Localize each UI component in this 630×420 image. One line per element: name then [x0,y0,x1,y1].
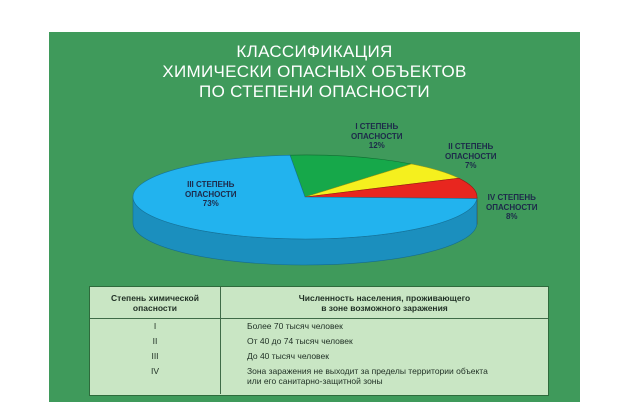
cell-population: От 40 до 74 тысяч человек [247,336,353,346]
header-population-line2: в зоне возможного заражения [321,302,448,313]
slide-background [49,32,580,402]
table-header [90,287,548,319]
header-degree-line1: Степень химической [111,292,199,303]
label-slice-4-line2: ОПАСНОСТИ [486,202,538,212]
table-row [90,334,548,349]
cell-population-line2: или его санитарно-защитной зоны [247,376,383,386]
cell-population-line1: Зона заражения не выходит за пределы территории объекта [247,366,488,376]
cell-population: Более 70 тысяч человек [247,321,343,331]
cell-degree: IV [90,364,221,394]
hazard-table [89,286,549,396]
label-slice-2-value: 7% [464,161,477,170]
label-slice-3-line2: ОПАСНОСТИ [185,189,237,199]
cell-degree: I [90,319,221,334]
label-slice-1-line2: ОПАСНОСТИ [351,131,403,141]
label-slice-2 [445,142,497,171]
label-slice-4 [486,193,538,222]
header-degree [90,287,221,318]
header-population [221,287,548,318]
label-slice-3-value: 73% [202,199,219,208]
table-row [90,319,548,334]
table-row [90,364,548,394]
table-row [90,349,548,364]
label-slice-3-line1: III СТЕПЕНЬ [187,180,235,189]
pie-chart [49,32,580,282]
cell-degree: II [90,334,221,349]
title-line-2: ХИМИЧЕСКИ ОПАСНЫХ ОБЪЕКТОВ [162,62,467,81]
label-slice-4-value: 8% [505,212,518,221]
title-line-1: КЛАССИФИКАЦИЯ [236,42,393,61]
cell-population [221,364,548,394]
label-slice-1-value: 12% [368,141,385,150]
header-population-line1: Численность населения, проживающего [298,292,471,303]
label-slice-3 [185,180,237,209]
label-slice-2-line2: ОПАСНОСТИ [445,151,497,161]
label-slice-1-line1: I СТЕПЕНЬ [355,122,399,131]
label-slice-1 [351,122,403,151]
cell-population: До 40 тысяч человек [247,351,329,361]
header-degree-line2: опасности [132,302,178,313]
label-slice-4-line1: IV СТЕПЕНЬ [487,193,536,202]
label-slice-2-line1: II СТЕПЕНЬ [448,142,494,151]
cell-degree: III [90,349,221,364]
title-line-3: ПО СТЕПЕНИ ОПАСНОСТИ [199,82,430,101]
